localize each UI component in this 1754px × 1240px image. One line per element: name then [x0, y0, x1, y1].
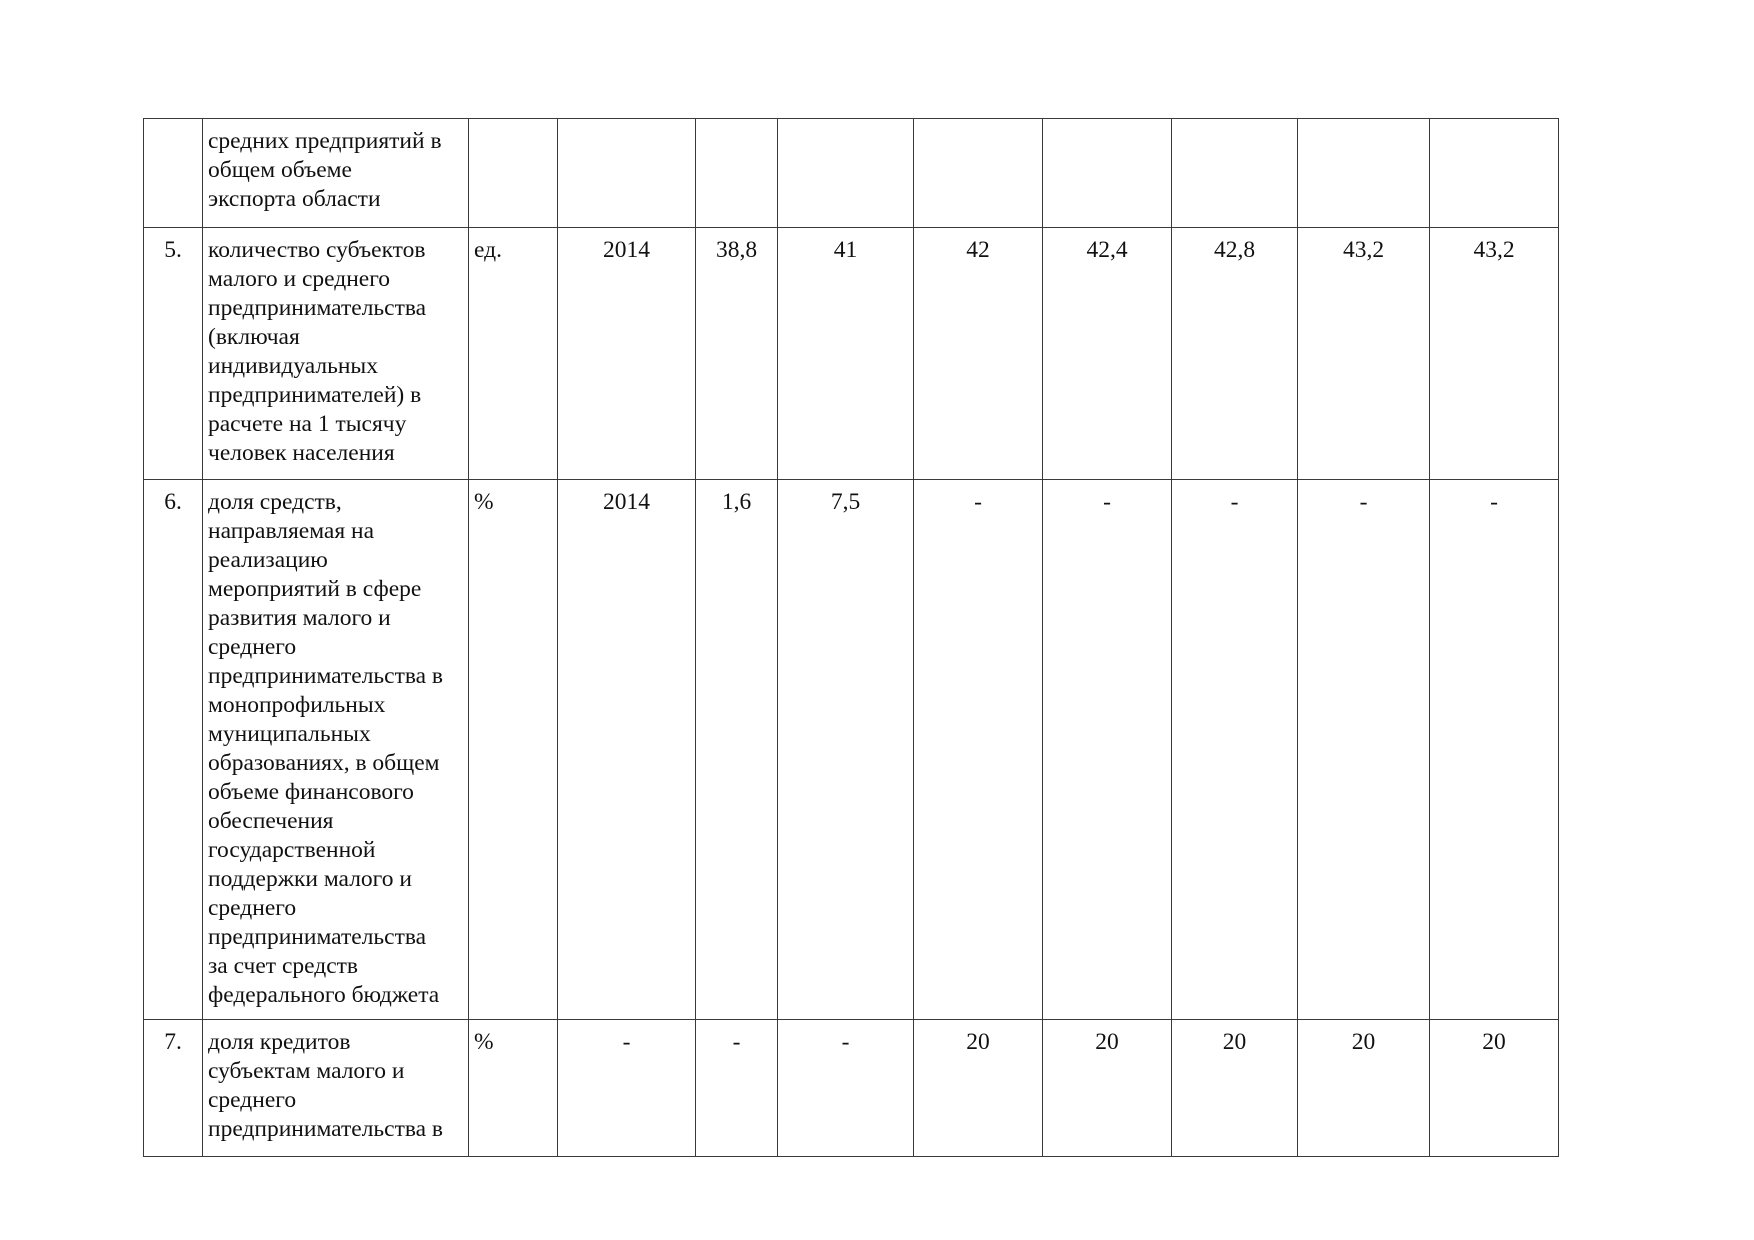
- value-cell: 1,6: [696, 480, 778, 1020]
- indicator-description: [203, 119, 469, 228]
- indicators-table: [143, 118, 1559, 1157]
- description-line: предпринимательства: [208, 295, 427, 321]
- description-line: (включая: [208, 324, 300, 350]
- value-cell: 41: [778, 228, 914, 480]
- value-cell: 20: [1172, 1020, 1298, 1157]
- description-line: доля кредитов: [208, 1029, 351, 1055]
- table-row: [144, 119, 1559, 228]
- unit-cell: ед.: [469, 228, 558, 480]
- description-line: среднего: [208, 895, 297, 921]
- value-cell: [914, 119, 1043, 228]
- description-line: объеме финансового: [208, 779, 414, 805]
- description-line: предпринимательства в: [208, 1116, 444, 1142]
- description-line: индивидуальных: [208, 353, 378, 379]
- row-number: [144, 119, 203, 228]
- row-number: 7.: [144, 1020, 203, 1157]
- table-row: [144, 1020, 1559, 1157]
- indicator-description: [203, 1020, 469, 1157]
- description-line: развития малого и: [208, 605, 391, 631]
- description-line: общем объеме: [208, 157, 352, 183]
- description-line: доля средств,: [208, 489, 342, 515]
- description-line: муниципальных: [208, 721, 371, 747]
- row-number: 5.: [144, 228, 203, 480]
- description-line: человек населения: [208, 440, 395, 466]
- description-line: среднего: [208, 634, 297, 660]
- value-cell: 20: [1043, 1020, 1172, 1157]
- value-cell: 42: [914, 228, 1043, 480]
- value-cell: 43,2: [1298, 228, 1430, 480]
- value-cell: [1298, 119, 1430, 228]
- description-line: среднего: [208, 1087, 297, 1113]
- description-line: государственной: [208, 837, 376, 863]
- description-line: малого и среднего: [208, 266, 391, 292]
- value-cell: 7,5: [778, 480, 914, 1020]
- value-cell: 20: [914, 1020, 1043, 1157]
- value-cell: 20: [1430, 1020, 1559, 1157]
- description-line: за счет средств: [208, 953, 358, 979]
- unit-cell: [469, 119, 558, 228]
- description-line: количество субъектов: [208, 237, 426, 263]
- unit-cell: %: [469, 480, 558, 1020]
- description-line: расчете на 1 тысячу: [208, 411, 407, 437]
- value-cell: 20: [1298, 1020, 1430, 1157]
- value-cell: 42,4: [1043, 228, 1172, 480]
- value-cell: -: [696, 1020, 778, 1157]
- description-line: предпринимательства в: [208, 663, 444, 689]
- description-line: образованиях, в общем: [208, 750, 440, 776]
- value-cell: [1430, 119, 1559, 228]
- value-cell: [696, 119, 778, 228]
- value-cell: 42,8: [1172, 228, 1298, 480]
- unit-cell: %: [469, 1020, 558, 1157]
- value-cell: -: [1298, 480, 1430, 1020]
- description-line: предпринимателей) в: [208, 382, 422, 408]
- base-year-cell: 2014: [558, 480, 696, 1020]
- description-line: предпринимательства: [208, 924, 427, 950]
- indicator-description: [203, 480, 469, 1020]
- description-line: монопрофильных: [208, 692, 386, 718]
- table-row: [144, 228, 1559, 480]
- value-cell: -: [1172, 480, 1298, 1020]
- value-cell: [1043, 119, 1172, 228]
- value-cell: [778, 119, 914, 228]
- description-line: мероприятий в сфере: [208, 576, 422, 602]
- description-line: средних предприятий в: [208, 128, 442, 154]
- value-cell: -: [1430, 480, 1559, 1020]
- value-cell: [1172, 119, 1298, 228]
- indicator-description: [203, 228, 469, 480]
- description-line: реализацию: [208, 547, 328, 573]
- value-cell: 43,2: [1430, 228, 1559, 480]
- base-year-cell: 2014: [558, 228, 696, 480]
- value-cell: -: [778, 1020, 914, 1157]
- description-line: обеспечения: [208, 808, 334, 834]
- description-line: федерального бюджета: [208, 982, 440, 1008]
- description-line: направляемая на: [208, 518, 375, 544]
- value-cell: 38,8: [696, 228, 778, 480]
- base-year-cell: [558, 119, 696, 228]
- description-line: поддержки малого и: [208, 866, 412, 892]
- table-row: [144, 480, 1559, 1020]
- value-cell: -: [914, 480, 1043, 1020]
- value-cell: -: [1043, 480, 1172, 1020]
- base-year-cell: -: [558, 1020, 696, 1157]
- description-line: экспорта области: [208, 186, 381, 212]
- row-number: 6.: [144, 480, 203, 1020]
- description-line: субъектам малого и: [208, 1058, 405, 1084]
